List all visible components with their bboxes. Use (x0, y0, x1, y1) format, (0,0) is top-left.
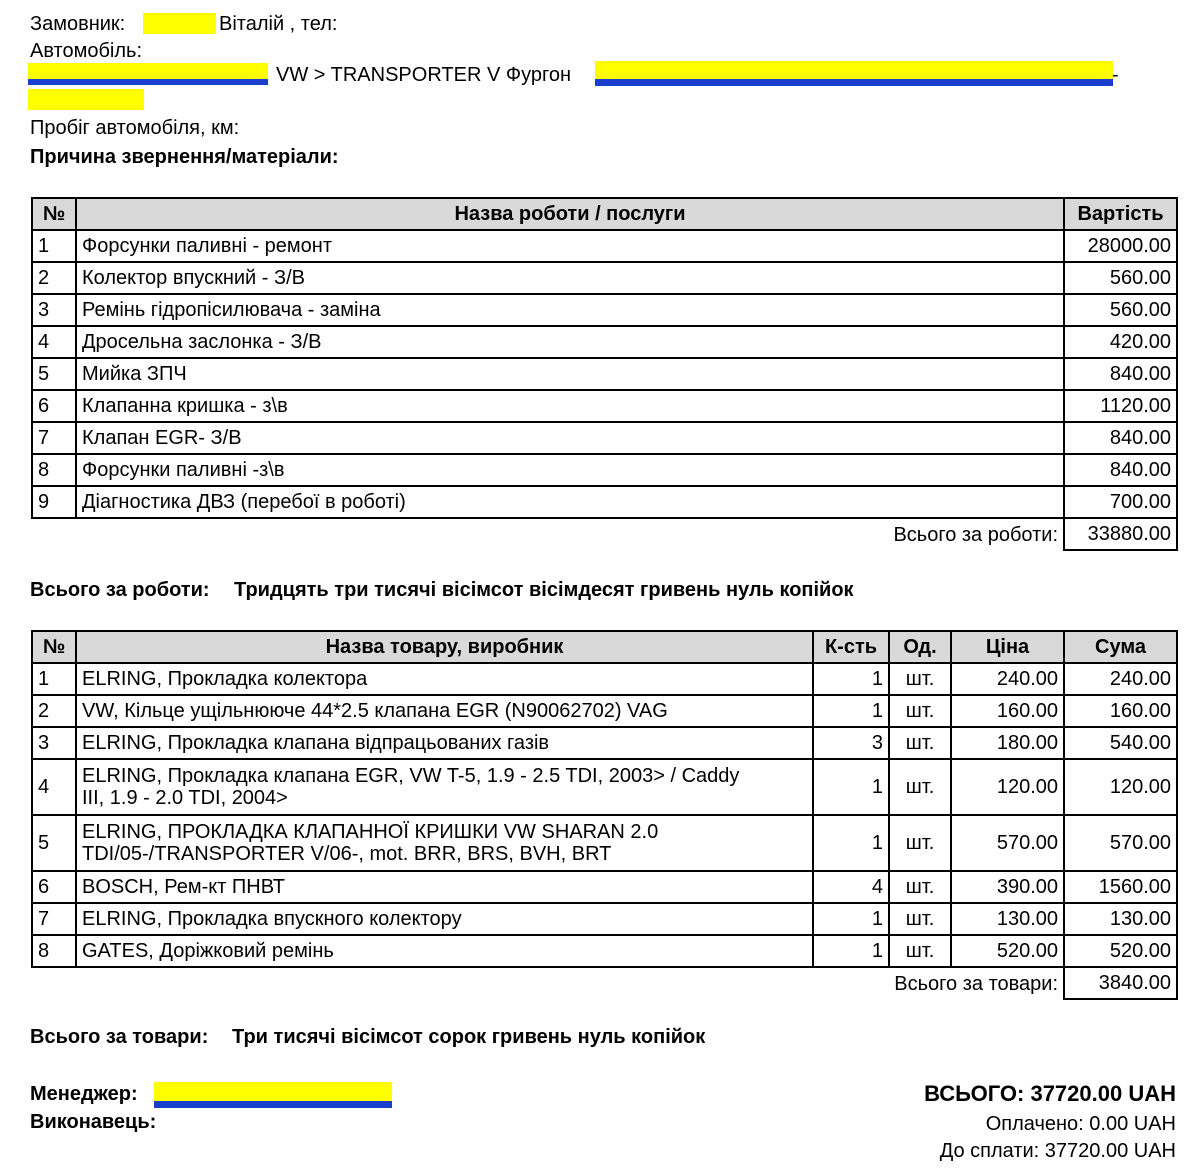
goods-price: 240.00 (951, 663, 1064, 695)
customer-surname-redaction (143, 13, 216, 34)
goods-unit: шт. (889, 759, 951, 815)
row-number: 1 (32, 663, 76, 695)
reason-label: Причина звернення/матеріали: (30, 146, 339, 168)
table-row (32, 358, 1177, 390)
goods-qty: 1 (813, 695, 889, 727)
work-cost: 1120.00 (1064, 390, 1177, 422)
col-work-name: Назва роботи / послуги (76, 198, 1064, 230)
table-row (32, 759, 1177, 815)
goods-sum: 520.00 (1064, 935, 1177, 967)
goods-name: GATES, Доріжковий ремінь (76, 935, 813, 967)
work-name: Ремінь гідропісилювача - заміна (76, 294, 1064, 326)
col-goods-name: Назва товару, виробник (76, 631, 813, 663)
table-row (32, 422, 1177, 454)
row-number: 2 (32, 695, 76, 727)
row-number: 3 (32, 294, 76, 326)
redaction-yellow (154, 1082, 392, 1101)
goods-price: 160.00 (951, 695, 1064, 727)
row-number: 5 (32, 815, 76, 871)
works-total-value: 33880.00 (1064, 518, 1177, 550)
work-cost: 560.00 (1064, 262, 1177, 294)
goods-name: VW, Кільце ущільнююче 44*2.5 клапана EGR (N90062702) VAG (76, 695, 813, 727)
work-name: Мийка ЗПЧ (76, 358, 1064, 390)
redaction-yellow (595, 61, 1113, 79)
works-total-words-label: Всього за роботи: (30, 579, 210, 601)
goods-qty: 1 (813, 759, 889, 815)
col-price: Ціна (951, 631, 1064, 663)
goods-price: 520.00 (951, 935, 1064, 967)
works-table (31, 197, 1178, 551)
goods-total-value: 3840.00 (1064, 967, 1177, 999)
goods-qty: 1 (813, 815, 889, 871)
works-header-row (32, 198, 1177, 230)
col-number: № (32, 198, 76, 230)
goods-sum: 540.00 (1064, 727, 1177, 759)
goods-sum: 160.00 (1064, 695, 1177, 727)
car-dash: - (1112, 64, 1119, 86)
table-row (32, 294, 1177, 326)
work-name: Колектор впускний - З/В (76, 262, 1064, 294)
table-row (32, 454, 1177, 486)
goods-total-row (32, 967, 1177, 999)
customer-label: Замовник: (30, 13, 126, 35)
goods-price: 130.00 (951, 903, 1064, 935)
table-row (32, 727, 1177, 759)
row-number: 5 (32, 358, 76, 390)
goods-name-line: TDI/05-/TRANSPORTER V/06-, mot. BRR, BRS, BVH, BRT (82, 843, 612, 865)
col-sum: Сума (1064, 631, 1177, 663)
col-number: № (32, 631, 76, 663)
row-number: 1 (32, 230, 76, 262)
goods-unit: шт. (889, 663, 951, 695)
car-vin-redaction (28, 63, 268, 85)
table-row (32, 390, 1177, 422)
col-quantity: К-сть (813, 631, 889, 663)
row-number: 6 (32, 390, 76, 422)
redaction-blue (595, 79, 1113, 86)
table-row (32, 695, 1177, 727)
goods-unit: шт. (889, 727, 951, 759)
table-row (32, 326, 1177, 358)
table-row (32, 871, 1177, 903)
table-row (32, 935, 1177, 967)
work-cost: 700.00 (1064, 486, 1177, 518)
goods-qty: 1 (813, 903, 889, 935)
goods-unit: шт. (889, 871, 951, 903)
goods-qty: 1 (813, 935, 889, 967)
table-row (32, 486, 1177, 518)
goods-sum: 120.00 (1064, 759, 1177, 815)
row-number: 7 (32, 903, 76, 935)
col-cost: Вартість (1064, 198, 1177, 230)
row-number: 8 (32, 454, 76, 486)
work-name: Діагностика ДВЗ (перебої в роботі) (76, 486, 1064, 518)
goods-name: BOSCH, Рем-кт ПНВТ (76, 871, 813, 903)
row-number: 4 (32, 326, 76, 358)
goods-unit: шт. (889, 695, 951, 727)
goods-sum: 130.00 (1064, 903, 1177, 935)
goods-sum: 570.00 (1064, 815, 1177, 871)
car-label: Автомобіль: (30, 40, 143, 62)
goods-price: 180.00 (951, 727, 1064, 759)
works-total-label: Всього за роботи: (893, 523, 1058, 546)
manager-name-redaction (154, 1082, 392, 1108)
redaction-blue (28, 79, 268, 85)
table-row (32, 903, 1177, 935)
work-cost: 28000.00 (1064, 230, 1177, 262)
customer-name: Віталій , тел: (219, 13, 338, 35)
goods-unit: шт. (889, 935, 951, 967)
work-name: Форсунки паливні -з\в (76, 454, 1064, 486)
goods-name-line: ELRING, Прокладка клапана EGR, VW T-5, 1.9 - 2.5 TDI, 2003> / Caddy (82, 765, 740, 787)
goods-name: ELRING, Прокладка клапана відпрацьованих газів (76, 727, 813, 759)
table-row (32, 663, 1177, 695)
executor-label: Виконавець: (30, 1111, 157, 1133)
paid-amount: Оплачено: 0.00 UAH (985, 1113, 1176, 1135)
redaction-yellow (143, 13, 216, 34)
goods-qty: 3 (813, 727, 889, 759)
col-unit: Од. (889, 631, 951, 663)
grand-total: ВСЬОГО: 37720.00 UAH (924, 1081, 1176, 1106)
amount-to-pay: До сплати: 37720.00 UAH (939, 1140, 1176, 1162)
goods-qty: 4 (813, 871, 889, 903)
row-number: 3 (32, 727, 76, 759)
goods-sum: 240.00 (1064, 663, 1177, 695)
goods-table (31, 630, 1178, 1000)
table-row (32, 230, 1177, 262)
goods-name (76, 759, 813, 815)
redaction-yellow (28, 63, 268, 79)
work-name: Форсунки паливні - ремонт (76, 230, 1064, 262)
table-row (32, 262, 1177, 294)
table-row (32, 815, 1177, 871)
goods-name: ELRING, Прокладка колектора (76, 663, 813, 695)
row-number: 7 (32, 422, 76, 454)
work-name: Клапанна кришка - з\в (76, 390, 1064, 422)
goods-total-label: Всього за товари: (894, 972, 1058, 995)
manager-label: Менеджер: (30, 1083, 138, 1105)
works-total-row (32, 518, 1177, 550)
redaction-blue (154, 1101, 392, 1108)
goods-unit: шт. (889, 815, 951, 871)
goods-sum: 1560.00 (1064, 871, 1177, 903)
work-cost: 840.00 (1064, 422, 1177, 454)
row-number: 2 (32, 262, 76, 294)
goods-name-line: III, 1.9 - 2.0 TDI, 2004> (82, 787, 288, 809)
work-cost: 560.00 (1064, 294, 1177, 326)
goods-price: 120.00 (951, 759, 1064, 815)
work-cost: 840.00 (1064, 454, 1177, 486)
goods-total-words: Три тисячі вісімсот сорок гривень нуль копійок (232, 1026, 706, 1048)
car-year-redaction (28, 89, 144, 110)
goods-price: 570.00 (951, 815, 1064, 871)
goods-header-row (32, 631, 1177, 663)
goods-price: 390.00 (951, 871, 1064, 903)
row-number: 8 (32, 935, 76, 967)
goods-name: ELRING, Прокладка впускного колектору (76, 903, 813, 935)
mileage-label: Пробіг автомобіля, км: (30, 117, 240, 139)
row-number: 6 (32, 871, 76, 903)
row-number: 9 (32, 486, 76, 518)
goods-name (76, 815, 813, 871)
work-name: Клапан EGR- З/В (76, 422, 1064, 454)
work-cost: 840.00 (1064, 358, 1177, 390)
redaction-yellow (28, 89, 144, 110)
row-number: 4 (32, 759, 76, 815)
goods-name-line: ELRING, ПРОКЛАДКА КЛАПАННОЇ КРИШКИ VW SHARAN 2.0 (82, 821, 659, 843)
works-total-words: Тридцять три тисячі вісімсот вісімдесят гривень нуль копійок (234, 579, 854, 601)
car-plate-redaction (595, 61, 1113, 86)
work-name: Дросельна заслонка - З/В (76, 326, 1064, 358)
goods-unit: шт. (889, 903, 951, 935)
goods-qty: 1 (813, 663, 889, 695)
work-cost: 420.00 (1064, 326, 1177, 358)
goods-total-words-label: Всього за товари: (30, 1026, 209, 1048)
car-model: VW > TRANSPORTER V Фургон (276, 64, 571, 86)
